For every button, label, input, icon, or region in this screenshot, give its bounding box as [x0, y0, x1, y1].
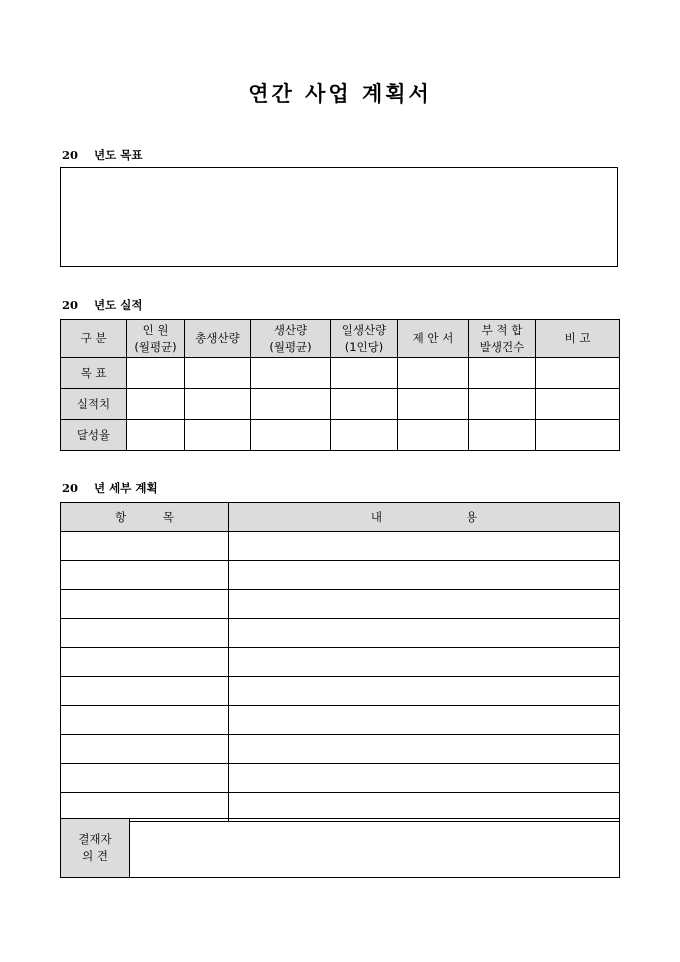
- table-row: [61, 561, 620, 590]
- table-cell[interactable]: [469, 420, 536, 451]
- approver-opinion-label: 결재자 의 견: [61, 819, 130, 878]
- table-row: [61, 764, 620, 793]
- header-content: 내 용: [229, 503, 620, 532]
- table-cell[interactable]: [61, 735, 229, 764]
- header-staff: 인 원 (월평균): [127, 320, 185, 358]
- table-cell[interactable]: [229, 764, 620, 793]
- table-row: [61, 619, 620, 648]
- row-label-actual: 실적치: [61, 389, 127, 420]
- table-cell[interactable]: [127, 358, 185, 389]
- table-cell[interactable]: [61, 619, 229, 648]
- header-proposals: 제 안 서: [398, 320, 469, 358]
- table-cell[interactable]: [331, 389, 398, 420]
- table-cell[interactable]: [185, 389, 251, 420]
- goal-section-heading: 20 년도 목표: [62, 148, 143, 162]
- table-cell[interactable]: [61, 590, 229, 619]
- table-cell[interactable]: [61, 706, 229, 735]
- plan-section-heading: 20 년 세부 계획: [62, 481, 158, 495]
- plan-table: [60, 502, 620, 822]
- approval-table: [60, 818, 620, 878]
- header-item: 항 목: [61, 503, 229, 532]
- table-cell[interactable]: [61, 677, 229, 706]
- table-cell[interactable]: [185, 358, 251, 389]
- table-cell[interactable]: [536, 358, 620, 389]
- table-row: [61, 735, 620, 764]
- table-row: [61, 706, 620, 735]
- results-table: [60, 319, 620, 451]
- table-cell[interactable]: [127, 420, 185, 451]
- table-cell[interactable]: [127, 389, 185, 420]
- table-cell[interactable]: [229, 532, 620, 561]
- header-total-production: 총생산량: [185, 320, 251, 358]
- header-production: 생산량 (월평균): [251, 320, 331, 358]
- table-row: [61, 677, 620, 706]
- table-cell[interactable]: [251, 389, 331, 420]
- row-label-target: 목 표: [61, 358, 127, 389]
- table-cell[interactable]: [536, 389, 620, 420]
- table-cell[interactable]: [251, 420, 331, 451]
- approver-opinion-field[interactable]: [130, 819, 620, 878]
- table-cell[interactable]: [229, 648, 620, 677]
- goal-input-box[interactable]: [60, 167, 618, 267]
- table-cell[interactable]: [536, 420, 620, 451]
- table-row: [61, 648, 620, 677]
- document-title: 연간 사업 계획서: [248, 81, 432, 106]
- table-row: [61, 358, 620, 389]
- table-cell[interactable]: [398, 389, 469, 420]
- table-cell[interactable]: [61, 764, 229, 793]
- results-section-heading: 20 년도 실적: [62, 298, 143, 312]
- table-cell[interactable]: [398, 358, 469, 389]
- table-row: [61, 532, 620, 561]
- table-row: [61, 389, 620, 420]
- table-cell[interactable]: [229, 590, 620, 619]
- table-cell[interactable]: [251, 358, 331, 389]
- table-cell[interactable]: [185, 420, 251, 451]
- table-cell[interactable]: [61, 532, 229, 561]
- table-cell[interactable]: [61, 648, 229, 677]
- header-category: 구 분: [61, 320, 127, 358]
- row-label-achievement: 달성율: [61, 420, 127, 451]
- table-row: [61, 420, 620, 451]
- table-cell[interactable]: [469, 358, 536, 389]
- table-cell[interactable]: [229, 735, 620, 764]
- table-cell[interactable]: [331, 358, 398, 389]
- table-cell[interactable]: [229, 561, 620, 590]
- header-nonconformance: 부 적 합 발생건수: [469, 320, 536, 358]
- table-cell[interactable]: [398, 420, 469, 451]
- table-cell[interactable]: [229, 706, 620, 735]
- table-cell[interactable]: [229, 619, 620, 648]
- header-remarks: 비 고: [536, 320, 620, 358]
- header-daily-production: 일생산량 (1인당): [331, 320, 398, 358]
- table-row: [61, 590, 620, 619]
- table-cell[interactable]: [229, 677, 620, 706]
- table-cell[interactable]: [61, 561, 229, 590]
- table-cell[interactable]: [469, 389, 536, 420]
- table-cell[interactable]: [331, 420, 398, 451]
